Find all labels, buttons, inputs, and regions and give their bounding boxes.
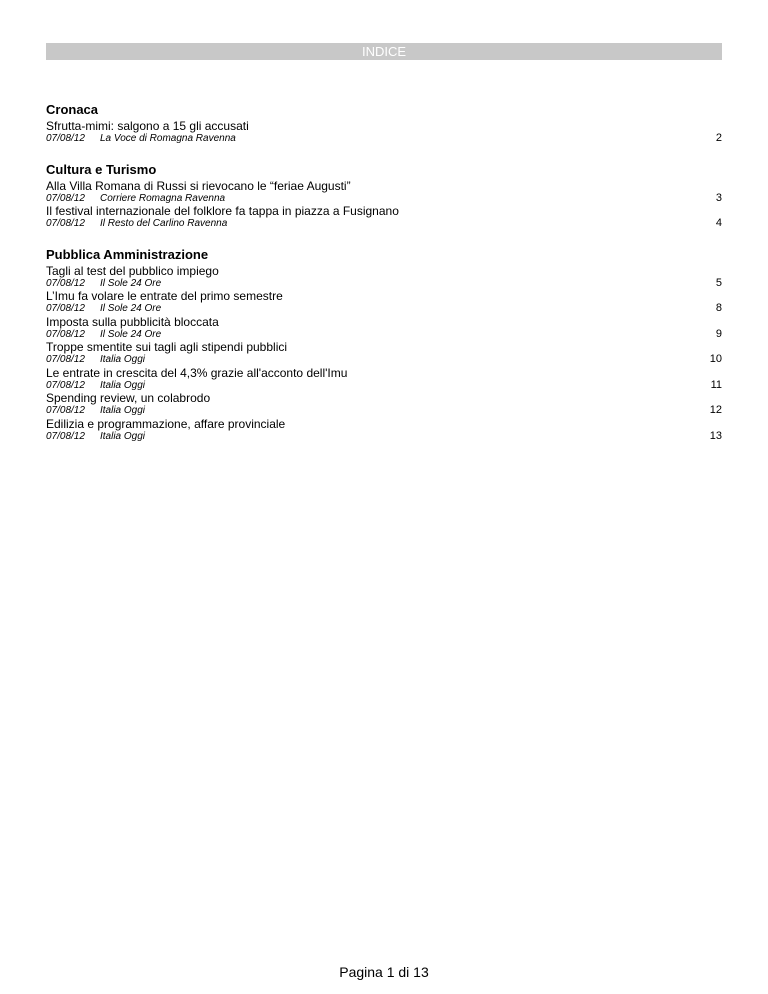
section-title: Cronaca bbox=[46, 102, 99, 117]
entry-title[interactable]: Spending review, un colabrodo bbox=[46, 391, 211, 405]
entry-source: Corriere Romagna Ravenna bbox=[100, 192, 226, 204]
entry-meta bbox=[46, 380, 722, 391]
section-pubblica-amministrazione bbox=[46, 245, 722, 444]
entry-meta bbox=[46, 329, 722, 340]
entry-title[interactable]: Alla Villa Romana di Russi si rievocano le “feriae Augusti” bbox=[46, 178, 351, 193]
entry-meta bbox=[46, 133, 722, 144]
entry-page-number[interactable]: 9 bbox=[715, 327, 722, 340]
section-title: Cultura e Turismo bbox=[46, 161, 157, 177]
entry-date: 07/08/12 bbox=[46, 277, 85, 289]
entry-title[interactable]: Edilizia e programmazione, affare provinciale bbox=[46, 416, 286, 431]
entry-date: 07/08/12 bbox=[46, 430, 85, 442]
entry-meta bbox=[46, 354, 722, 365]
entry-source: Italia Oggi bbox=[100, 354, 146, 365]
entry-meta bbox=[46, 193, 722, 204]
entry-page-number[interactable]: 2 bbox=[715, 132, 722, 144]
entry-date: 07/08/12 bbox=[46, 405, 85, 416]
entry-title[interactable]: Il festival internazionale del folklore fa tappa in piazza a Fusignano bbox=[46, 204, 399, 218]
index-entry[interactable] bbox=[46, 265, 722, 291]
entry-page-number[interactable]: 12 bbox=[709, 404, 722, 416]
index-entry[interactable] bbox=[46, 392, 722, 418]
index-entry[interactable] bbox=[46, 418, 722, 444]
entry-source: Il Sole 24 Ore bbox=[100, 303, 162, 314]
entry-title[interactable]: Imposta sulla pubblicità bloccata bbox=[46, 314, 219, 329]
page-footer bbox=[0, 964, 768, 980]
index-entry[interactable] bbox=[46, 180, 722, 206]
entry-date: 07/08/12 bbox=[46, 303, 85, 314]
entry-source: Italia Oggi bbox=[100, 405, 146, 416]
entry-date: 07/08/12 bbox=[46, 192, 85, 204]
index-title: INDICE bbox=[361, 44, 407, 59]
entry-meta bbox=[46, 218, 722, 229]
entry-source: Italia Oggi bbox=[100, 379, 146, 391]
index-entry[interactable] bbox=[46, 205, 722, 231]
entry-date: 07/08/12 bbox=[46, 328, 85, 340]
entry-page-number[interactable]: 5 bbox=[715, 276, 722, 289]
entry-date: 07/08/12 bbox=[46, 218, 85, 229]
entry-date: 07/08/12 bbox=[46, 354, 85, 365]
index-content bbox=[46, 100, 722, 457]
entry-page-number[interactable]: 13 bbox=[709, 429, 722, 442]
entry-page-number[interactable]: 11 bbox=[710, 378, 722, 391]
entry-title[interactable]: Tagli al test del pubblico impiego bbox=[46, 263, 219, 278]
index-entry[interactable] bbox=[46, 120, 722, 146]
entry-date: 07/08/12 bbox=[46, 133, 85, 144]
section-cronaca bbox=[46, 100, 722, 146]
entry-title[interactable]: Le entrate in crescita del 4,3% grazie all'acconto dell'Imu bbox=[46, 365, 348, 380]
entry-meta bbox=[46, 405, 722, 416]
entry-source: Il Sole 24 Ore bbox=[100, 277, 162, 289]
entry-meta bbox=[46, 303, 722, 314]
section-cultura-e-turismo bbox=[46, 160, 722, 231]
index-entry[interactable] bbox=[46, 367, 722, 393]
entry-page-number[interactable]: 4 bbox=[715, 217, 722, 229]
entry-title[interactable]: Sfrutta-mimi: salgono a 15 gli accusati bbox=[46, 119, 249, 133]
entry-source: Il Sole 24 Ore bbox=[100, 328, 162, 340]
index-header bbox=[46, 43, 722, 60]
entry-page-number[interactable]: 3 bbox=[715, 191, 722, 204]
entry-source: La Voce di Romagna Ravenna bbox=[100, 133, 236, 144]
page-count-label: Pagina 1 di 13 bbox=[339, 964, 429, 980]
entry-meta bbox=[46, 431, 722, 442]
entry-page-number[interactable]: 10 bbox=[709, 353, 722, 365]
entry-date: 07/08/12 bbox=[46, 379, 85, 391]
entry-meta bbox=[46, 278, 722, 289]
index-entry[interactable] bbox=[46, 290, 722, 316]
entry-title[interactable]: Troppe smentite sui tagli agli stipendi pubblici bbox=[46, 340, 288, 354]
entry-source: Il Resto del Carlino Ravenna bbox=[100, 218, 228, 229]
entry-page-number[interactable]: 8 bbox=[715, 302, 722, 314]
entry-title[interactable]: L’Imu fa volare le entrate del primo semestre bbox=[46, 289, 283, 303]
index-entry[interactable] bbox=[46, 316, 722, 342]
index-entry[interactable] bbox=[46, 341, 722, 367]
section-title: Pubblica Amministrazione bbox=[46, 246, 209, 262]
entry-source: Italia Oggi bbox=[100, 430, 146, 442]
